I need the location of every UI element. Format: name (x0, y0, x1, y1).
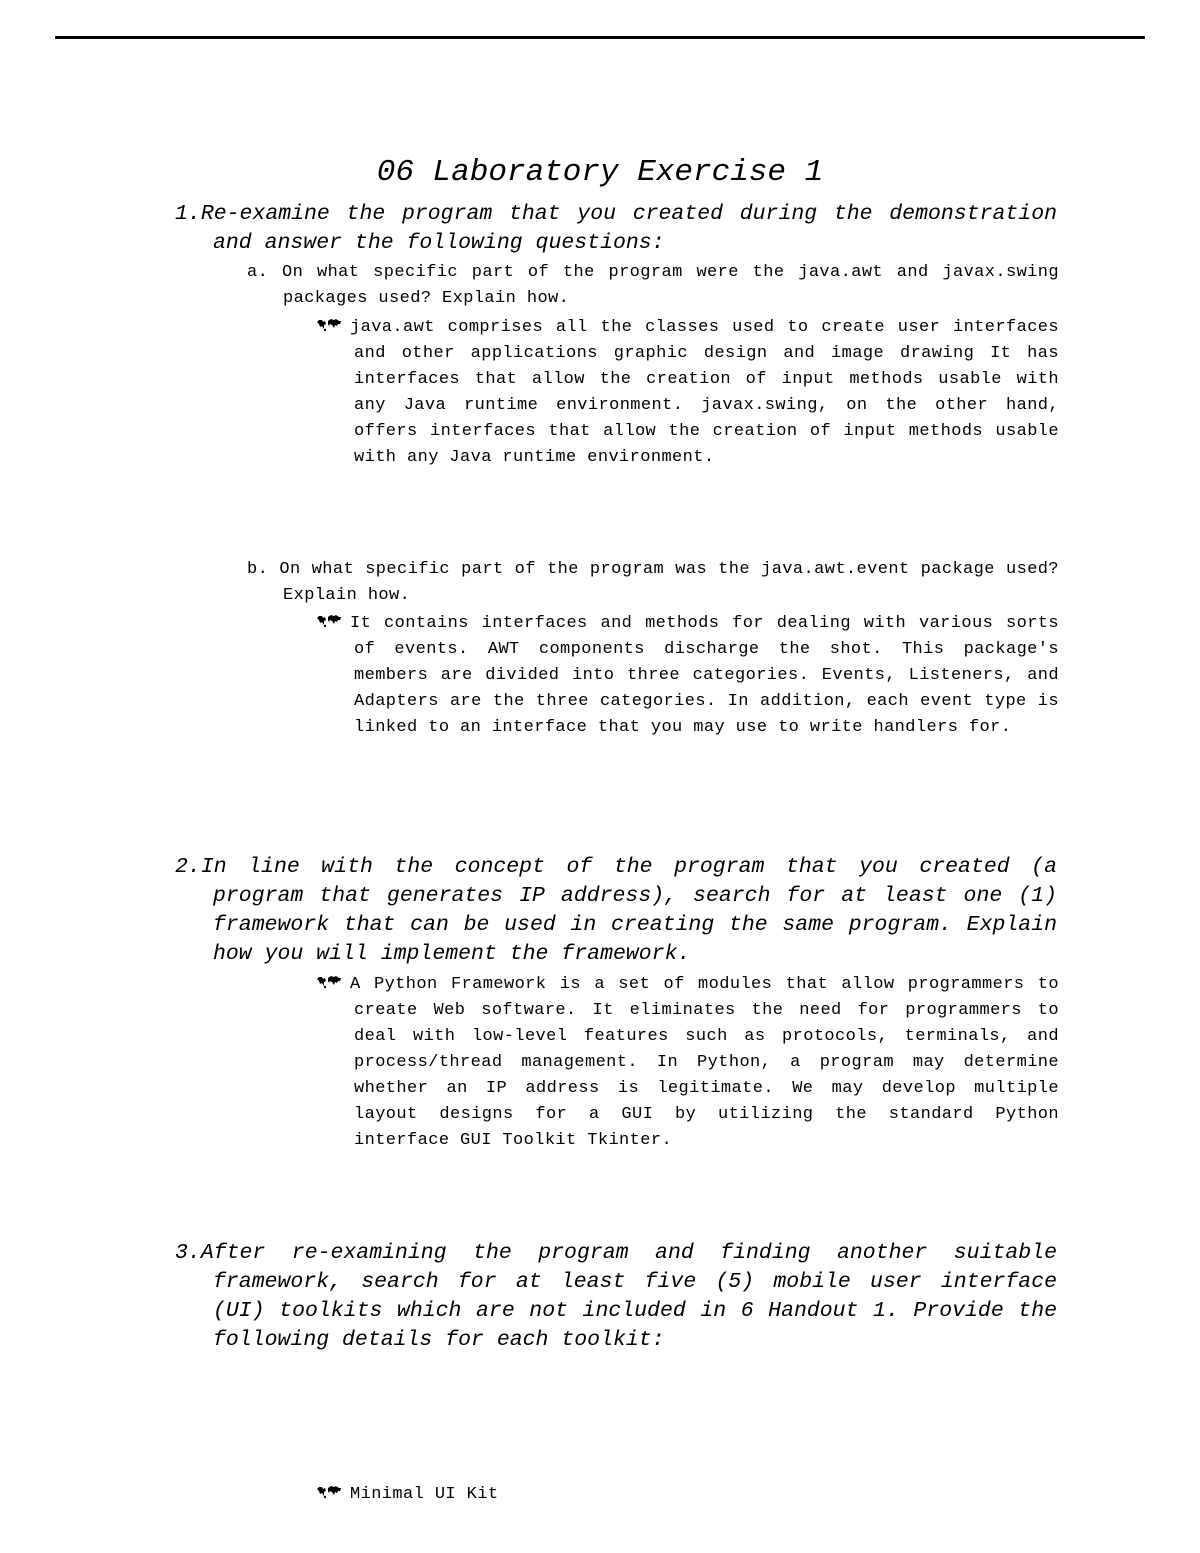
answer-1b (316, 611, 1059, 741)
answer-2-text: A Python Framework is a set of modules that allow programmers to create Web software. It eliminates the need for programmers to deal with low-level features such as protocols, terminals, and process/thread management. In Python, a program may determine whether an IP address is legitimate. We may develop multiple layout designs for a GUI by utilizing the standard Python interface GUI Toolkit Tkinter. (350, 975, 1059, 1150)
question-2-text: In line with the concept of the program that you created (a program that generates IP address), search for at least one (1) framework that can be used in creating the same program. Explain how you will implement the framework. (200, 855, 1057, 966)
world-map-bullet-icon (316, 972, 350, 998)
subquestion-1a-letter: a. (247, 263, 269, 282)
world-map-bullet-icon (316, 611, 350, 637)
answer-3 (316, 1482, 1059, 1508)
answer-2 (316, 972, 1059, 1154)
answer-1b-text: It contains interfaces and methods for dealing with various sorts of events. AWT components discharge the shot. This package's members are divided into three categories. Events, Listeners, and Adapters are the three categories. In addition, each event type is linked to an interface that you may use to write handlers for. (350, 614, 1059, 737)
subquestion-1a (247, 260, 1059, 311)
question-1-text: Re-examine the program that you created during the demonstration and answer the following questions: (200, 202, 1057, 255)
answer-1a (316, 315, 1059, 471)
question-2-number: 2. (175, 855, 201, 879)
world-map-bullet-icon (316, 1482, 350, 1508)
subquestion-1a-text: On what specific part of the program were the java.awt and javax.swing packages used? Explain how. (282, 263, 1059, 308)
answer-1a-text: java.awt comprises all the classes used to create user interfaces and other applications graphic design and image drawing It has interfaces that allow the creation of input methods usable with any Java runtime environment. javax.swing, on the other hand, offers interfaces that allow the creation of input methods usable with any Java runtime environment. (350, 318, 1059, 467)
question-3-text: After re-examining the program and finding another suitable framework, search for at least five (5) mobile user interface (UI) toolkits which are not included in 6 Handout 1. Provide the following details for each toolkit: (200, 1241, 1057, 1352)
subquestion-1b (247, 557, 1059, 608)
question-2 (175, 853, 1057, 969)
question-1 (175, 200, 1057, 258)
question-3-number: 3. (175, 1241, 201, 1265)
world-map-bullet-icon (316, 315, 350, 341)
page-title: 06 Laboratory Exercise 1 (376, 155, 824, 190)
subquestion-1b-letter: b. (247, 560, 269, 579)
question-3 (175, 1239, 1057, 1355)
answer-3-text: Minimal UI Kit (350, 1485, 499, 1504)
question-1-number: 1. (175, 202, 201, 226)
header-rule (55, 36, 1145, 39)
subquestion-1b-text: On what specific part of the program was the java.awt.event package used? Explain how. (279, 560, 1059, 605)
